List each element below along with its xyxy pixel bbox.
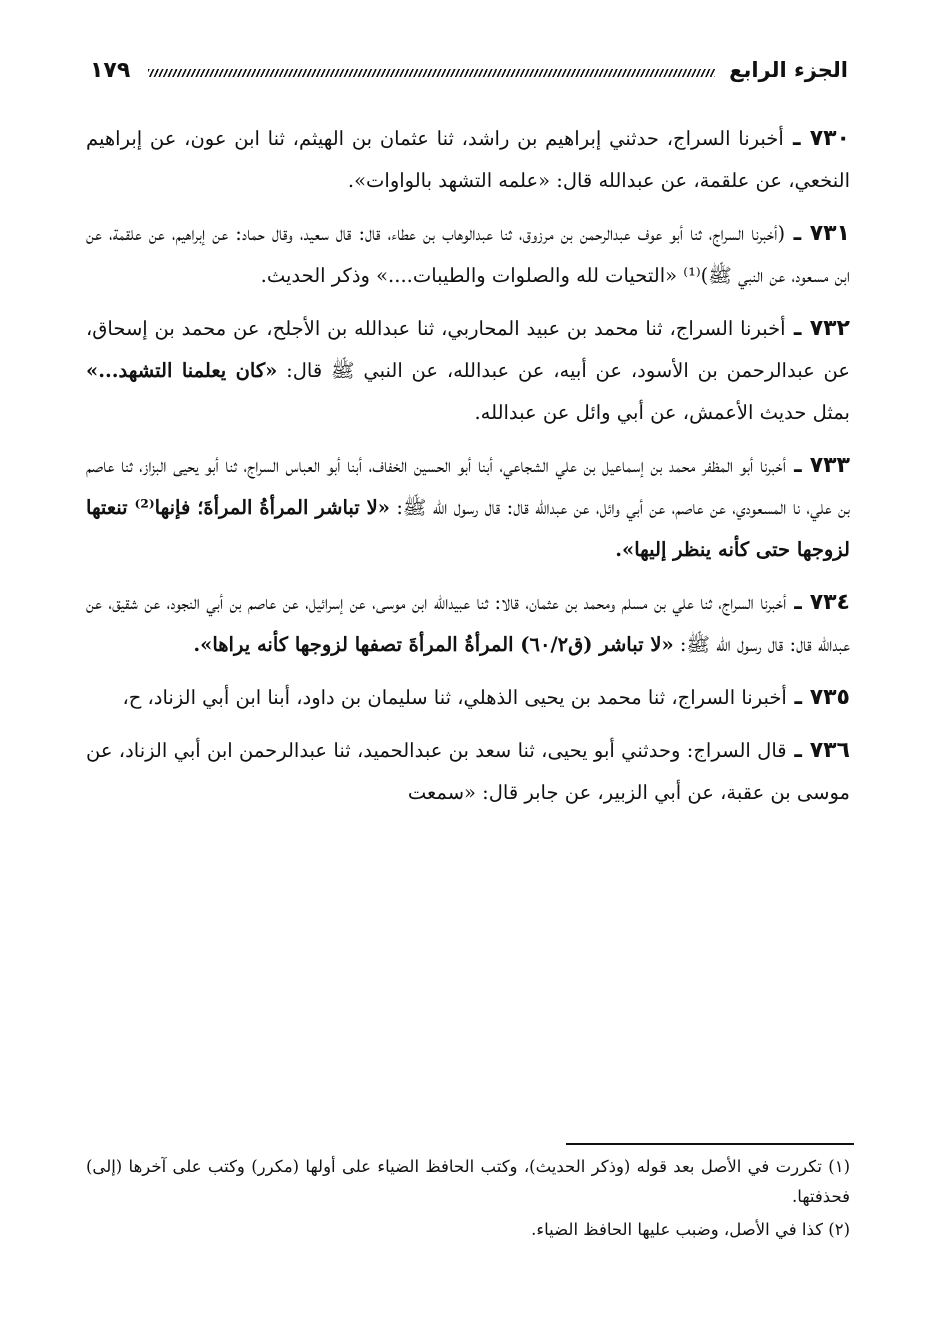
hadith-number: ٧٣١ [809,221,850,246]
header-ornamental-rule [148,69,715,77]
running-head: الجزء الرابع [729,58,848,82]
footnote-text: كذا في الأصل، وضبب عليها الحافظ الضياء. [531,1220,823,1239]
hadith-matn: «لا تباشر (ق٦٠/٢) المرأةُ المرأةَ تصفها لزوجها كأنه يراها». [193,633,674,656]
hadith-number-dash: ـ [786,738,810,763]
footnotes [86,1152,850,1248]
hadith-number-dash: ـ [786,685,810,710]
hadith-text: أخبرنا السراج، ثنا محمد بن عبيد المحاربي، ثنا عبدالله بن الأجلح، عن محمد بن إسحاق، عن عبدالرحمن بن الأسود، عن أبيه، عن عبدالله، عن النبي ﷺ قال: [86,317,851,382]
hadith-number: ٧٣٢ [809,316,850,341]
footnote-separator [566,1143,854,1145]
hadith-paragraph [86,308,850,434]
page-header [90,50,848,90]
hadith-number-dash: ـ [783,126,810,151]
hadith-paragraph [86,677,850,719]
hadith-paragraph [86,445,850,571]
hadith-number: ٧٣٦ [809,738,850,763]
hadith-text: (أخبرنا السراج، ثنا أبو عوف عبدالرحمن بن مرزوق، ثنا عبدالوهاب بن عطاء، قال: قال سعيد، وقال حماد: عن إبراهيم، عن علقمة، عن ابن مسعود، عن النبي ﷺ)⁽¹⁾ «التحيات لله والصلوات والطيبات....» وذكر الحديث. [86,222,850,287]
footnote [86,1215,850,1245]
hadith-number: ٧٣٥ [809,685,850,710]
hadith-number-dash: ـ [786,453,810,478]
hadith-number: ٧٣٠ [809,126,850,151]
hadith-paragraph [86,582,850,666]
hadith-number-dash: ـ [785,221,810,246]
hadith-number-dash: ـ [786,590,810,615]
hadith-matn: «لا تباشر المرأةُ المرأةَ؛ فإنها⁽²⁾ تنعتها لزوجها حتى كأنه ينظر إليها». [86,496,850,561]
hadith-number: ٧٣٤ [809,590,850,615]
page-number: ١٧٩ [90,57,131,83]
footnote-text: تكررت في الأصل بعد قوله (وذكر الحديث)، وكتب الحافظ الضياء على أولها (مكرر) وكتب على آخرها (إلى) فحذفتها. [86,1157,850,1206]
hadith-paragraph [86,730,850,814]
footnote [86,1152,850,1212]
hadith-number: ٧٣٣ [809,453,850,478]
hadith-text: أخبرنا أبو المظفر محمد بن إسماعيل بن علي الشجاعي، أبنا أبو الحسين الخفاف، أبنا أبو العباس السراج، ثنا أبو يحيى البزاز، ثنا عاصم بن علي، نا المسعودي، عن عاصم، عن أبي وائل، عن عبدالله قال: قال رسول الله ﷺ: [86,454,850,519]
hadith-paragraph [86,213,850,297]
footnote-marker: (٢) [828,1220,850,1239]
hadith-matn: «كان يعلمنا التشهد...» [86,359,278,382]
hadith-paragraph [86,118,850,202]
hadith-text: أخبرنا السراج، حدثني إبراهيم بن راشد، ثنا عثمان بن الهيثم، ثنا ابن عون، عن إبراهيم النخعي، عن علقمة، عن عبدالله قال: «علمه التشهد بالواوات». [86,127,850,192]
hadith-text: أخبرنا السراج، ثنا محمد بن يحيى الذهلي، ثنا سليمان بن داود، أبنا ابن أبي الزناد، ح، [122,686,787,709]
hadith-text: قال السراج: وحدثني أبو يحيى، ثنا سعد بن عبدالحميد، ثنا عبدالرحمن ابن أبي الزناد، عن موسى بن عقبة، عن أبي الزبير، عن جابر قال: «سمعت [86,739,850,804]
main-text [86,118,850,825]
footnote-marker: (١) [828,1157,850,1176]
hadith-text: بمثل حديث الأعمش، عن أبي وائل عن عبدالله. [474,401,850,424]
hadith-number-dash: ـ [785,316,810,341]
hadith-text: أخبرنا السراج، ثنا علي بن مسلم ومحمد بن عثمان، قالا: ثنا عبيدالله ابن موسى، عن إسرائيل، عن عاصم بن أبي النجود، عن شقيق، عن عبدالله قال: قال رسول الله ﷺ: [86,591,850,656]
